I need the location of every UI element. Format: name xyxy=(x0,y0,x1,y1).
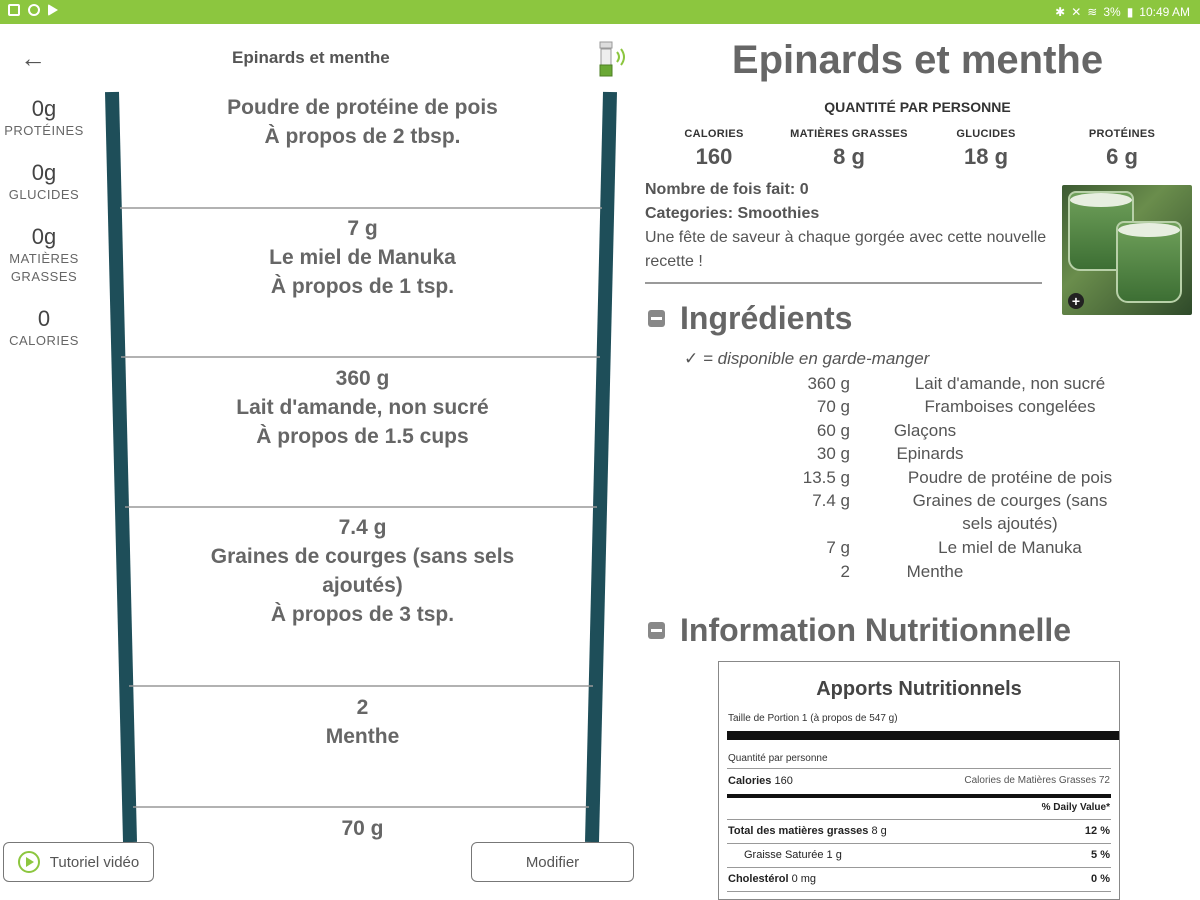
serving-size: Taille de Portion 1 (à propos de 547 g) xyxy=(728,713,898,724)
total-protein: 0g PROTÉINES xyxy=(4,96,84,138)
nutrition-section-toggle[interactable]: Information Nutritionnelle xyxy=(648,612,1071,649)
total-carbs: 0g GLUCIDES xyxy=(8,160,80,202)
layer-almond-milk[interactable]: 360 g Lait d'amande, non sucré À propos de 1.5 cups xyxy=(236,367,489,448)
recipe-photo[interactable] xyxy=(1062,185,1192,315)
header-title: Epinards et menthe xyxy=(232,48,390,67)
battery-level: 3% xyxy=(1103,5,1121,19)
video-tutorial-button[interactable]: Tutoriel vidéo xyxy=(3,842,154,882)
recipe-description: Une fête de saveur à chaque gorgée avec cette nouvelle recette ! xyxy=(645,229,1047,270)
divider xyxy=(645,282,1042,284)
calories-row: Calories 160 Calories de Matières Grasses 72 xyxy=(728,775,1110,787)
daily-value-header: % Daily Value* xyxy=(1041,802,1110,813)
clock: 10:49 AM xyxy=(1139,5,1190,19)
back-arrow-icon[interactable]: ← xyxy=(20,43,46,73)
recipe-title: Epinards et menthe xyxy=(731,38,1104,82)
categories: Categories: Smoothies xyxy=(645,205,820,222)
wifi-icon: ≋ xyxy=(1087,5,1098,19)
collapse-icon[interactable] xyxy=(648,310,665,327)
nutrition-row: Cholestérol 0 mg 0 % xyxy=(728,873,1110,885)
ingredients-section-toggle[interactable]: Ingrédients xyxy=(648,300,852,337)
layer-protein-powder[interactable]: Poudre de protéine de pois À propos de 2 tbsp. xyxy=(227,96,498,148)
play-circle-icon xyxy=(18,851,40,873)
pantry-note: ✓ = disponible en garde-manger xyxy=(684,349,930,368)
times-made: Nombre de fois fait: 0 xyxy=(645,181,809,198)
layer-raspberries[interactable]: 70 g xyxy=(341,817,384,840)
status-right xyxy=(1055,5,1190,19)
label-title: Apports Nutritionnels xyxy=(816,678,1022,700)
total-fat: 0g MATIÈRES GRASSES xyxy=(9,224,79,284)
layer-mint[interactable]: 2 Menthe xyxy=(325,696,400,748)
battery-icon: ▮ xyxy=(1126,5,1134,19)
nutrient-calories: CALORIES 160 xyxy=(684,128,744,169)
mute-icon: ✕ xyxy=(1071,5,1082,19)
per-serving-label: QUANTITÉ PAR PERSONNE xyxy=(824,99,1011,115)
layer-manuka-honey[interactable]: 7 g Le miel de Manuka À propos de 1 tsp. xyxy=(269,217,456,298)
add-photo-icon[interactable]: + xyxy=(1068,293,1084,309)
nutrient-protein: PROTÉINES 6 g xyxy=(1088,128,1156,169)
total-calories: 0 CALORIES xyxy=(9,306,79,348)
nutrition-row: Total des matières grasses 8 g 12 % xyxy=(728,825,1110,837)
bluetooth-icon: ✱ xyxy=(1055,5,1066,19)
amount-per-serving: Quantité par personne xyxy=(728,753,828,764)
nutrient-carbs: GLUCIDES 18 g xyxy=(956,128,1016,169)
recipe-meta xyxy=(645,178,1055,274)
nutrition-facts-label xyxy=(718,661,1120,900)
modify-button[interactable]: Modifier xyxy=(471,842,634,882)
layer-pumpkin-seeds[interactable]: 7.4 g Graines de courges (sans sels ajoutés) À propos de 3 tsp. xyxy=(210,516,515,626)
collapse-icon[interactable] xyxy=(648,622,665,639)
nutrient-fat: MATIÈRES GRASSES 8 g xyxy=(790,128,908,169)
nutrition-row: Graisse Saturée 1 g 5 % xyxy=(744,849,1110,861)
